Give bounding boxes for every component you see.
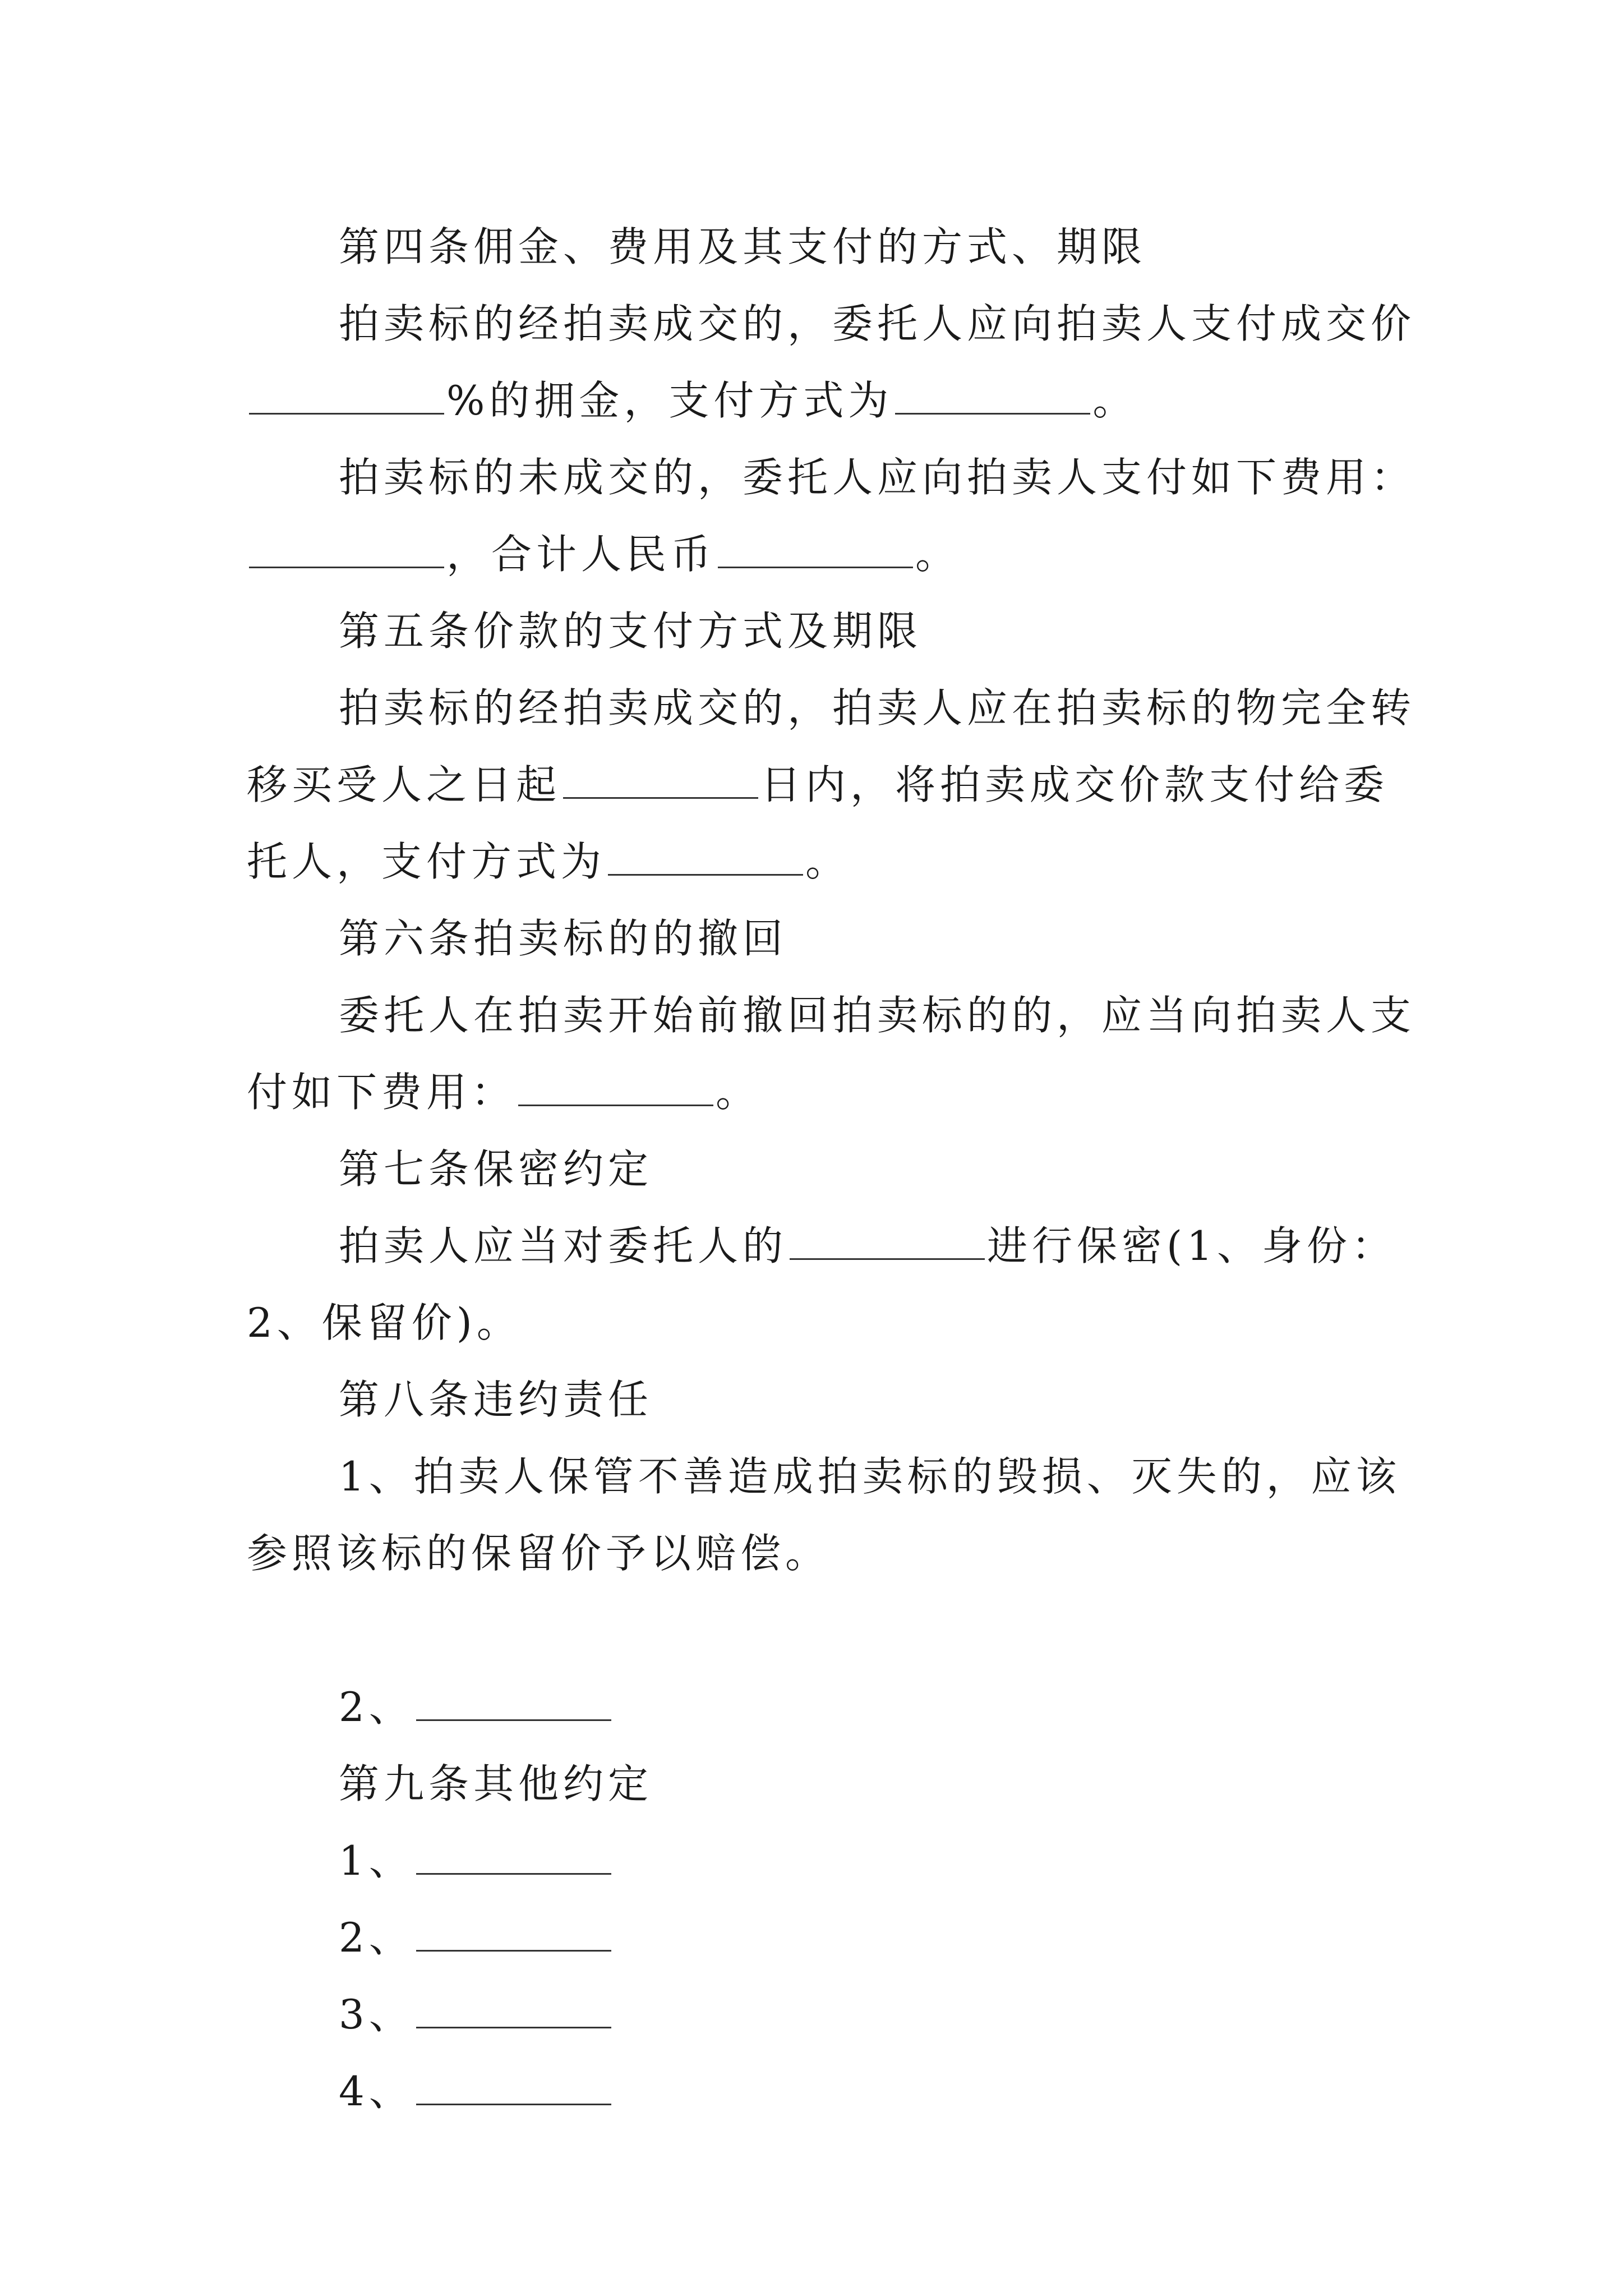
text: 1、拍卖人保管不善造成拍卖标的毁损、灭失的，应该 [339, 1453, 1401, 1500]
article-4-paragraph-1-line-1 [247, 286, 1416, 362]
article-5-paragraph-line-2 [247, 747, 1402, 823]
payment-method-blank [608, 874, 803, 876]
article-4-paragraph-2-line-2 [247, 516, 1402, 593]
text: 拍卖人应当对委托人的 [339, 1222, 788, 1269]
text: 进行保密(1、身份： [987, 1222, 1396, 1269]
item-blank [416, 2027, 611, 2028]
article-7-paragraph-line-2 [247, 1285, 1402, 1361]
item-blank [416, 1873, 611, 1875]
text: 拍卖标的经拍卖成交的，委托人应向拍卖人支付成交价 [339, 300, 1416, 347]
item-blank [416, 2104, 611, 2105]
text: 托人，支付方式为 [247, 838, 606, 885]
article-9-heading [247, 1746, 1402, 1823]
article-5-paragraph-line-3 [247, 823, 1402, 900]
article-5-heading [247, 593, 1402, 670]
item-number: 4、 [339, 2068, 414, 2115]
text: 拍卖标的未成交的，委托人应向拍卖人支付如下费用： [339, 454, 1416, 501]
item-number: 2、 [339, 1683, 414, 1731]
commission-rate-blank [249, 413, 444, 415]
article-4-title: 第四条佣金、费用及其支付的方式、期限 [339, 223, 1147, 270]
text: 2、保留价)。 [247, 1299, 522, 1346]
article-9-item-2 [247, 1899, 1402, 1976]
article-4-paragraph-1-line-2 [247, 362, 1402, 439]
text: 。 [1092, 377, 1138, 424]
article-9-item-1 [247, 1823, 1402, 1899]
text: 委托人在拍卖开始前撤回拍卖标的的，应当向拍卖人支 [339, 992, 1416, 1039]
confidential-items-blank [790, 1258, 985, 1260]
withdrawal-fee-blank [518, 1105, 713, 1106]
payment-method-blank [895, 413, 1090, 415]
article-7-heading [247, 1131, 1402, 1208]
days-blank [563, 797, 758, 799]
text: 移买受人之日起 [247, 761, 561, 808]
text: 日内，将拍卖成交价款支付给委 [760, 761, 1389, 808]
article-7-paragraph-line-1 [247, 1208, 1402, 1285]
article-9-item-4 [247, 2053, 1402, 2130]
spacer [247, 1592, 1402, 1669]
article-9-item-3 [247, 1976, 1402, 2053]
article-6-paragraph-line-2 [247, 1054, 1402, 1131]
article-5-title: 第五条价款的支付方式及期限 [339, 608, 923, 655]
fees-blank [249, 567, 444, 568]
text: 。 [915, 531, 961, 578]
article-4-paragraph-2-line-1 [247, 439, 1416, 516]
text: 参照该标的保留价予以赔偿。 [247, 1530, 831, 1577]
text: 。 [716, 1069, 761, 1116]
text: 付如下费用： [247, 1069, 517, 1116]
document-body [247, 209, 1416, 2130]
article-5-paragraph-line-1 [247, 670, 1416, 747]
item-blank [416, 1950, 611, 1952]
article-6-heading [247, 900, 1402, 977]
article-8-heading [247, 1361, 1402, 1438]
article-7-title: 第七条保密约定 [339, 1145, 653, 1193]
article-8-title: 第八条违约责任 [339, 1376, 653, 1423]
text: 。 [805, 838, 851, 885]
total-rmb-blank [718, 567, 913, 568]
article-9-title: 第九条其他约定 [339, 1760, 653, 1807]
article-8-item-1-line-1 [247, 1438, 1402, 1515]
article-8-item-2 [247, 1669, 1402, 1746]
article-6-paragraph-line-1 [247, 977, 1416, 1054]
text: ，合计人民币 [446, 531, 716, 578]
text: 拍卖标的经拍卖成交的，拍卖人应在拍卖标的物完全转 [339, 684, 1416, 731]
item-number: 1、 [339, 1837, 414, 1884]
item-number: 2、 [339, 1914, 414, 1961]
item-blank [416, 1719, 611, 1721]
text: %的拥金，支付方式为 [446, 377, 893, 424]
article-4-heading [247, 209, 1402, 286]
item-number: 3、 [339, 1991, 414, 2038]
article-6-title: 第六条拍卖标的的撤回 [339, 915, 788, 962]
article-8-item-1-line-2 [247, 1515, 1402, 1592]
